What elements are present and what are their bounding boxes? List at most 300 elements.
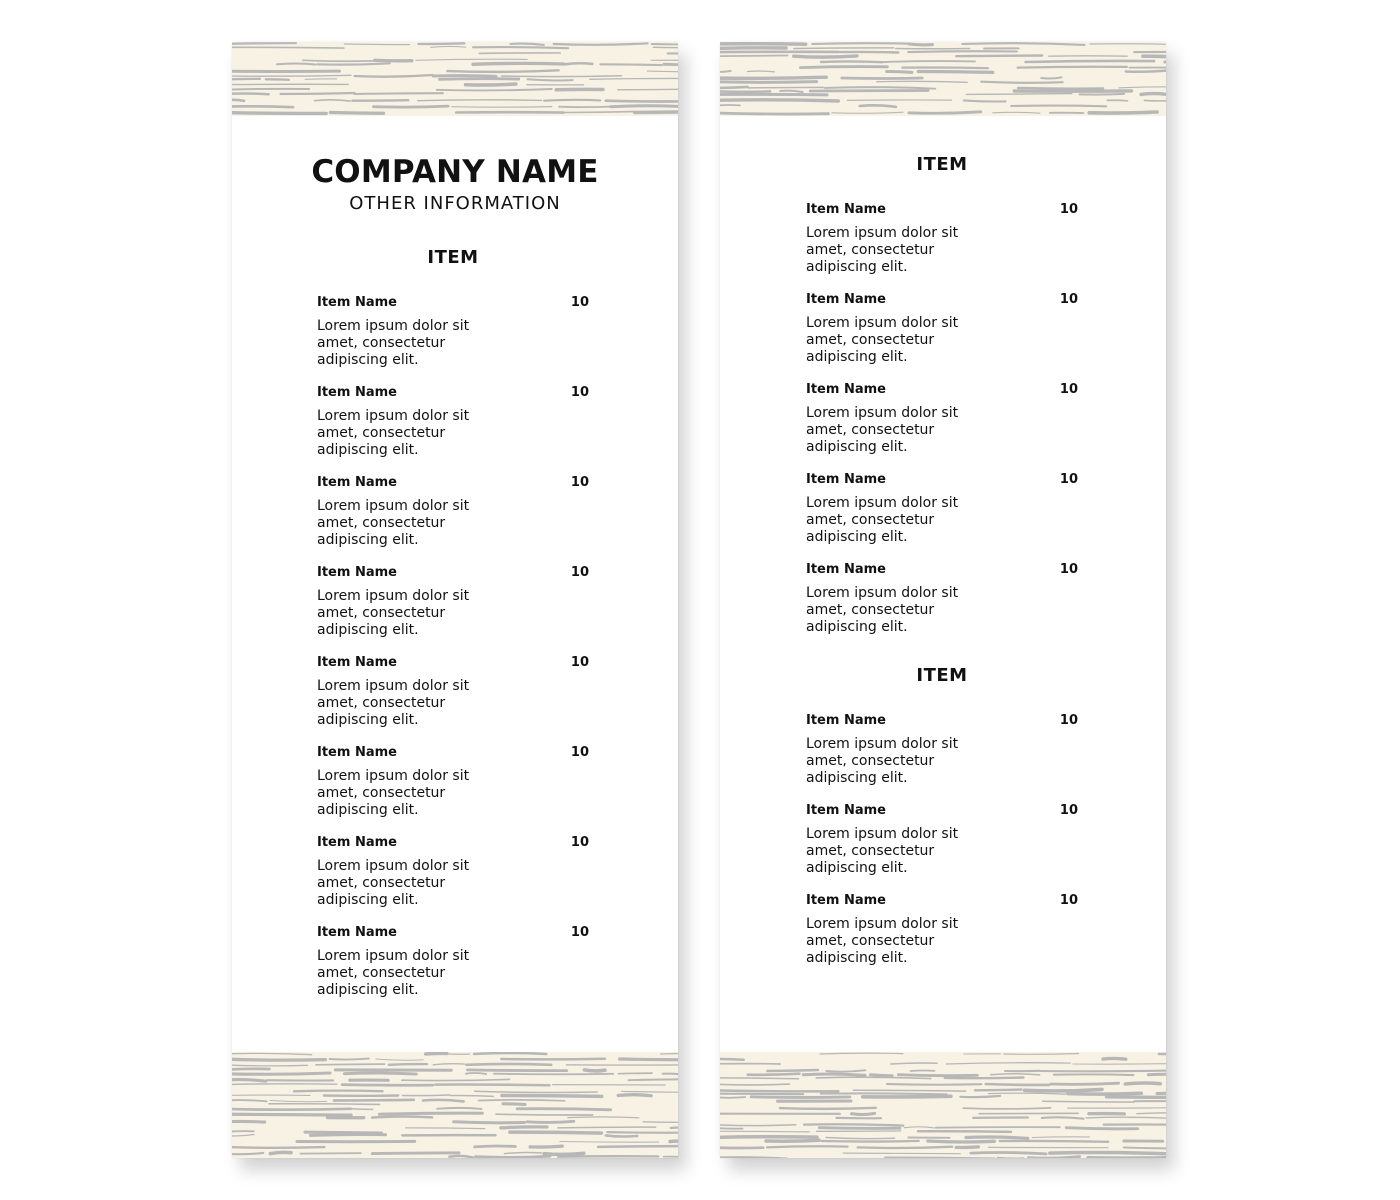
wood-grain-line — [832, 112, 903, 113]
wood-grain-line — [584, 1070, 605, 1071]
wood-grain-line — [232, 1109, 351, 1110]
wood-grain-line — [991, 1074, 1040, 1075]
wood-grain-line — [720, 1128, 743, 1129]
wood-grain-line — [559, 107, 610, 108]
item-price: 10 — [570, 294, 589, 310]
item-description: Lorem ipsum dolor sit amet, consectetur adipiscing elit. — [806, 495, 959, 545]
wood-grain-line — [821, 1093, 947, 1094]
wood-grain-line — [794, 56, 857, 57]
item-price: 10 — [1059, 561, 1078, 577]
wood-grain-line — [877, 81, 967, 82]
item-name: Item Name — [317, 834, 397, 850]
wood-grain-line — [232, 1065, 307, 1066]
wood-grain-line — [511, 44, 544, 45]
item-price: 10 — [1059, 892, 1078, 908]
item-price: 10 — [1059, 291, 1078, 307]
wood-grain-line — [819, 1128, 899, 1129]
wood-grain-line — [1143, 56, 1166, 57]
wood-grain-line — [305, 79, 337, 80]
wood-grain-line — [863, 1096, 951, 1097]
menu-item — [806, 890, 1078, 980]
item-name: Item Name — [806, 381, 886, 397]
wood-grain-line — [316, 1064, 385, 1065]
wood-grain-line — [314, 100, 350, 101]
wood-grain-line — [780, 91, 802, 92]
wood-grain-line — [825, 87, 936, 89]
wood-grain-line — [232, 1131, 254, 1132]
wood-grain-line — [344, 44, 409, 45]
wood-grain-line — [355, 75, 433, 77]
wood-grain-line — [475, 1091, 598, 1092]
wood-grain-texture — [720, 42, 1166, 116]
company-name: COMPANY NAME — [311, 154, 599, 190]
wood-grain-line — [447, 70, 558, 72]
wood-grain-line — [966, 1137, 1028, 1138]
item-description: Lorem ipsum dolor sit amet, consectetur adipiscing elit. — [317, 768, 470, 818]
wood-grain-line — [902, 67, 988, 68]
wood-grain-footer — [720, 1052, 1166, 1158]
wood-grain-header — [720, 42, 1166, 116]
wood-grain-line — [956, 56, 1042, 57]
wood-grain-line — [720, 1084, 789, 1085]
wood-grain-line — [986, 1084, 1049, 1085]
wood-grain-line — [466, 84, 516, 85]
wood-grain-line — [494, 1074, 613, 1075]
item-price: 10 — [570, 384, 589, 400]
wood-grain-line — [720, 1059, 744, 1060]
wood-grain-line — [433, 76, 496, 77]
wood-grain-line — [971, 1153, 1046, 1154]
wood-grain-line — [670, 1141, 678, 1142]
wood-grain-line — [810, 91, 928, 92]
wood-grain-line — [402, 1079, 510, 1080]
wood-grain-line — [1107, 100, 1127, 101]
wood-grain-line — [870, 1075, 892, 1076]
wood-grain-line — [842, 78, 922, 79]
wood-grain-line — [899, 1075, 978, 1076]
item-price: 10 — [570, 564, 589, 580]
menu-item — [317, 292, 589, 382]
wood-grain-line — [960, 1096, 1000, 1097]
wood-grain-line — [1125, 1083, 1160, 1084]
wood-grain-line — [1025, 1089, 1102, 1091]
wood-grain-line — [661, 1053, 678, 1054]
wood-grain-line — [820, 1053, 903, 1054]
wood-grain-line — [671, 1127, 678, 1128]
wood-grain-line — [510, 1132, 602, 1133]
wood-grain-line — [767, 1146, 847, 1147]
wood-grain-line — [720, 48, 786, 49]
item-description: Lorem ipsum dolor sit amet, consectetur adipiscing elit. — [317, 948, 470, 998]
wood-grain-line — [1107, 1097, 1167, 1098]
item-list — [806, 710, 1078, 980]
wood-grain-line — [232, 1084, 337, 1085]
menu-item — [806, 379, 1078, 469]
wood-grain-line — [860, 105, 896, 107]
item-price: 10 — [1059, 471, 1078, 487]
wood-grain-line — [431, 46, 466, 47]
wood-grain-header — [232, 42, 678, 116]
wood-grain-line — [1066, 1128, 1137, 1129]
wood-grain-line — [503, 1104, 525, 1105]
wood-grain-line — [423, 1100, 464, 1102]
wood-grain-line — [720, 56, 788, 57]
wood-grain-line — [884, 61, 975, 62]
wood-grain-line — [1051, 1083, 1119, 1084]
wood-grain-line — [501, 1059, 605, 1060]
wood-grain-line — [334, 1100, 414, 1101]
wood-grain-line — [1141, 94, 1166, 96]
wood-grain-line — [1041, 77, 1061, 78]
wood-grain-line — [720, 100, 838, 101]
item-description: Lorem ipsum dolor sit amet, consectetur adipiscing elit. — [806, 826, 959, 876]
wood-grain-line — [826, 1070, 865, 1071]
wood-grain-line — [1000, 1141, 1108, 1142]
wood-grain-line — [454, 1122, 525, 1123]
wood-grain-line — [962, 43, 1084, 45]
wood-grain-line — [606, 1135, 637, 1136]
wood-grain-line — [1042, 1117, 1084, 1118]
wood-grain-line — [1073, 1064, 1166, 1065]
wood-grain-line — [618, 1095, 651, 1096]
wood-grain-line — [720, 1094, 803, 1095]
wood-grain-line — [766, 1140, 819, 1141]
wood-grain-line — [475, 1146, 516, 1147]
wood-grain-line — [720, 1097, 745, 1098]
wood-grain-line — [600, 64, 662, 65]
wood-grain-line — [1026, 61, 1155, 62]
wood-grain-line — [989, 1093, 1066, 1094]
wood-grain-line — [232, 1073, 330, 1074]
wood-grain-line — [303, 60, 375, 61]
item-name: Item Name — [806, 712, 886, 728]
item-list — [806, 199, 1078, 649]
wood-grain-line — [1043, 1101, 1134, 1102]
wood-grain-line — [620, 1059, 678, 1060]
wood-grain-texture — [232, 1052, 678, 1158]
wood-grain-line — [720, 113, 828, 114]
wood-grain-line — [1004, 1054, 1079, 1055]
wood-grain-line — [544, 100, 600, 101]
item-name: Item Name — [317, 744, 397, 760]
wood-grain-line — [618, 1073, 652, 1074]
wood-grain-line — [560, 1142, 659, 1143]
wood-grain-line — [622, 1091, 678, 1092]
wood-grain-line — [1124, 1147, 1166, 1148]
wood-grain-line — [232, 93, 269, 94]
item-price: 10 — [1059, 802, 1078, 818]
wood-grain-texture — [720, 1052, 1166, 1158]
wood-grain-line — [1119, 87, 1166, 88]
item-description: Lorem ipsum dolor sit amet, consectetur adipiscing elit. — [806, 405, 959, 455]
wood-grain-line — [981, 82, 1062, 83]
wood-grain-line — [504, 1153, 541, 1154]
wood-grain-line — [1165, 61, 1166, 62]
wood-grain-line — [826, 1138, 895, 1139]
wood-grain-line — [780, 1108, 876, 1109]
wood-grain-line — [554, 43, 648, 45]
wood-grain-line — [720, 105, 740, 106]
wood-grain-line — [374, 106, 449, 107]
wood-grain-line — [720, 94, 827, 95]
menu-section — [806, 664, 1078, 980]
wood-grain-line — [558, 1127, 656, 1128]
wood-grain-line — [1050, 1153, 1166, 1154]
wood-grain-line — [473, 63, 563, 64]
wood-grain-line — [720, 87, 748, 88]
item-description: Lorem ipsum dolor sit amet, consectetur adipiscing elit. — [806, 225, 959, 275]
wood-grain-line — [379, 1113, 482, 1114]
wood-grain-line — [720, 71, 731, 72]
menu-item — [806, 800, 1078, 890]
wood-grain-line — [437, 1108, 481, 1109]
menu-item — [317, 562, 589, 652]
wood-grain-line — [852, 1113, 875, 1114]
wood-grain-line — [352, 1109, 373, 1110]
wood-grain-line — [502, 76, 622, 77]
wood-grain-line — [281, 93, 355, 94]
wood-grain-line — [1089, 112, 1157, 113]
item-name: Item Name — [317, 654, 397, 670]
item-name: Item Name — [317, 294, 397, 310]
wood-grain-line — [611, 106, 678, 107]
wood-grain-line — [1148, 1074, 1166, 1075]
wood-grain-line — [528, 79, 573, 80]
item-name: Item Name — [317, 924, 397, 940]
item-description: Lorem ipsum dolor sit amet, consectetur adipiscing elit. — [317, 318, 470, 368]
wood-grain-line — [720, 82, 817, 83]
wood-grain-line — [966, 94, 1071, 95]
wood-grain-line — [565, 112, 634, 113]
wood-grain-line — [720, 1078, 799, 1079]
wood-grain-line — [911, 1070, 935, 1071]
wood-grain-line — [389, 1064, 427, 1065]
wood-grain-line — [918, 1131, 1011, 1132]
wood-grain-line — [232, 113, 326, 114]
item-description: Lorem ipsum dolor sit amet, consectetur adipiscing elit. — [317, 678, 470, 728]
item-description: Lorem ipsum dolor sit amet, consectetur adipiscing elit. — [806, 916, 959, 966]
wood-grain-line — [232, 89, 309, 90]
item-price: 10 — [1059, 712, 1078, 728]
wood-grain-line — [433, 1064, 465, 1065]
item-name: Item Name — [806, 892, 886, 908]
wood-grain-line — [344, 1073, 416, 1074]
wood-grain-line — [406, 1128, 485, 1129]
wood-grain-line — [908, 51, 1017, 52]
wood-grain-line — [821, 61, 883, 62]
wood-grain-line — [419, 43, 465, 44]
wood-grain-line — [918, 72, 993, 73]
wood-grain-line — [232, 1114, 351, 1115]
wood-grain-line — [266, 79, 289, 80]
wood-grain-line — [232, 1059, 325, 1060]
wood-grain-line — [440, 79, 519, 80]
wood-grain-line — [294, 1091, 383, 1092]
wood-grain-line — [975, 1090, 1022, 1091]
wood-grain-line — [342, 1085, 433, 1086]
wood-grain-line — [372, 1117, 432, 1118]
section-heading: ITEM — [916, 665, 968, 686]
wood-grain-line — [618, 89, 678, 90]
item-description: Lorem ipsum dolor sit amet, consectetur adipiscing elit. — [317, 408, 470, 458]
wood-grain-line — [1103, 1058, 1126, 1059]
wood-grain-line — [720, 1131, 809, 1132]
menu-item — [317, 472, 589, 562]
item-name: Item Name — [806, 201, 886, 217]
wood-grain-line — [720, 1147, 763, 1148]
menu-item — [317, 832, 589, 922]
wood-grain-line — [352, 100, 408, 101]
wood-grain-line — [527, 1121, 574, 1122]
wood-grain-line — [232, 79, 260, 80]
wood-grain-line — [435, 1085, 549, 1086]
wood-grain-line — [891, 1063, 937, 1064]
menu-item — [806, 469, 1078, 559]
wood-grain-line — [909, 112, 981, 113]
wood-grain-line — [416, 59, 527, 60]
menu-item — [806, 710, 1078, 800]
wood-grain-line — [858, 1147, 953, 1148]
wood-grain-line — [720, 1157, 787, 1158]
wood-grain-line — [664, 64, 678, 65]
wood-grain-line — [887, 71, 912, 72]
wood-grain-line — [803, 1074, 865, 1075]
wood-grain-line — [945, 1078, 1024, 1079]
item-name: Item Name — [806, 291, 886, 307]
menu-item — [806, 199, 1078, 289]
wood-grain-line — [748, 1074, 800, 1075]
wood-grain-line — [232, 1100, 267, 1101]
wood-grain-line — [1157, 1093, 1166, 1094]
wood-grain-line — [887, 1084, 981, 1085]
wood-grain-line — [751, 1097, 850, 1098]
wood-grain-line — [590, 78, 678, 79]
wood-grain-line — [720, 1125, 796, 1126]
item-description: Lorem ipsum dolor sit amet, consectetur adipiscing elit. — [806, 736, 959, 786]
wood-grain-line — [269, 1104, 380, 1105]
item-price: 10 — [570, 924, 589, 940]
item-description: Lorem ipsum dolor sit amet, consectetur adipiscing elit. — [806, 315, 959, 365]
wood-grain-line — [426, 1053, 447, 1054]
item-description: Lorem ipsum dolor sit amet, consectetur adipiscing elit. — [317, 858, 470, 908]
wood-grain-line — [232, 1069, 269, 1070]
wood-grain-line — [812, 43, 909, 44]
item-price: 10 — [570, 654, 589, 670]
wood-grain-line — [1126, 71, 1166, 72]
wood-grain-line — [305, 1132, 382, 1133]
item-name: Item Name — [317, 384, 397, 400]
menu-item — [317, 382, 589, 472]
wood-grain-line — [479, 1100, 565, 1101]
wood-grain-line — [816, 1077, 931, 1078]
wood-grain-line — [629, 1079, 679, 1080]
wood-grain-line — [843, 1153, 960, 1154]
item-price: 10 — [1059, 381, 1078, 397]
wood-grain-line — [565, 63, 593, 64]
wood-grain-line — [1068, 1093, 1142, 1094]
wood-grain-line — [1018, 67, 1127, 68]
menu-section — [317, 246, 589, 1012]
wood-grain-line — [748, 87, 823, 88]
wood-grain-line — [232, 1147, 324, 1148]
wood-grain-line — [502, 1095, 602, 1096]
item-price: 10 — [570, 744, 589, 760]
wood-grain-line — [748, 71, 775, 72]
item-description: Lorem ipsum dolor sit amet, consectetur adipiscing elit. — [317, 498, 470, 548]
other-information: OTHER INFORMATION — [349, 193, 561, 214]
wood-grain-line — [376, 1059, 424, 1060]
wood-grain-line — [800, 67, 887, 68]
wood-grain-line — [767, 1070, 818, 1071]
wood-grain-line — [270, 1101, 327, 1102]
wood-grain-line — [720, 77, 826, 78]
wood-grain-line — [653, 47, 678, 48]
wood-grain-line — [517, 1109, 610, 1110]
wood-grain-line — [1011, 106, 1106, 107]
wood-grain-line — [475, 1156, 550, 1157]
wood-grain-line — [232, 1135, 254, 1136]
wood-grain-line — [1028, 1157, 1080, 1158]
wood-grain-line — [568, 1117, 639, 1118]
section-heading: ITEM — [427, 247, 479, 268]
wood-grain-line — [468, 1070, 567, 1071]
wood-grain-line — [330, 1059, 369, 1060]
wood-grain-line — [936, 1127, 1060, 1128]
wood-grain-line — [647, 71, 678, 72]
wood-grain-line — [1090, 44, 1166, 45]
item-price: 10 — [1059, 201, 1078, 217]
wood-grain-line — [496, 1114, 593, 1115]
wood-grain-line — [904, 1127, 934, 1128]
menu-section — [806, 153, 1078, 649]
wood-grain-line — [909, 44, 932, 45]
wood-grain-line — [720, 1137, 817, 1138]
wood-grain-line — [946, 1063, 1070, 1064]
wood-grain-line — [956, 1147, 978, 1148]
wood-grain-line — [607, 1132, 678, 1133]
wood-grain-line — [232, 1153, 263, 1154]
wood-grain-line — [840, 52, 898, 53]
wood-grain-line — [232, 1121, 265, 1122]
wood-grain-line — [450, 1095, 493, 1096]
wood-grain-line — [402, 1095, 449, 1096]
item-name: Item Name — [806, 471, 886, 487]
wood-grain-line — [652, 43, 678, 44]
wood-grain-line — [232, 47, 344, 48]
item-name: Item Name — [806, 561, 886, 577]
wood-grain-line — [449, 1156, 473, 1158]
brand-block — [232, 154, 678, 216]
item-price: 10 — [570, 474, 589, 490]
menu-item — [806, 559, 1078, 649]
wood-grain-line — [963, 1108, 1050, 1109]
item-name: Item Name — [317, 474, 397, 490]
wood-grain-line — [452, 107, 552, 108]
wood-grain-line — [853, 1090, 965, 1091]
wood-grain-line — [1018, 88, 1103, 89]
wood-grain-line — [1033, 1137, 1090, 1138]
wood-grain-line — [720, 44, 806, 45]
wood-grain-line — [466, 1064, 551, 1065]
wood-grain-line — [544, 1153, 584, 1154]
wood-grain-line — [474, 1053, 546, 1054]
wood-grain-line — [1041, 1071, 1166, 1072]
wood-grain-line — [418, 100, 542, 101]
wood-grain-line — [466, 1073, 486, 1074]
wood-grain-footer — [232, 1052, 678, 1158]
item-name: Item Name — [317, 564, 397, 580]
wood-grain-line — [598, 1146, 678, 1147]
